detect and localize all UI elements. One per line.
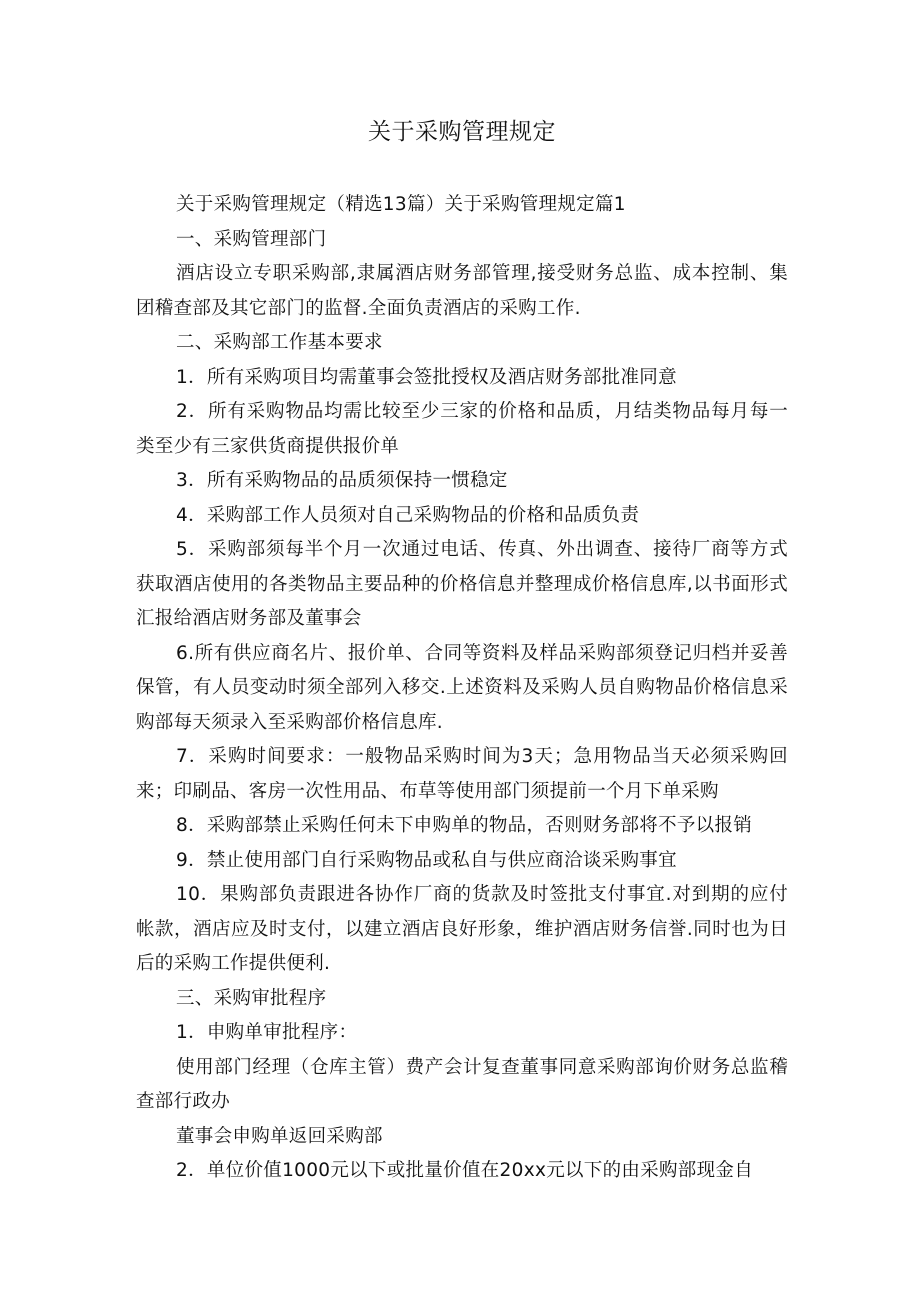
section-heading-1: 一、采购管理部门 (176, 228, 327, 250)
list-item-1: 1．所有采购项目均需董事会签批授权及酒店财务部批准同意 (176, 366, 677, 388)
list-item-5: 5．采购部须每半个月一次通过电话、传真、外出调查、接待厂商等方式获取酒店使用的各类物品主要品种的价格信息并整理成价格信息库,以书面形式汇报给酒店财务部及董事会 (136, 539, 788, 629)
list-item-2: 2．所有采购物品均需比较至少三家的价格和品质，月结类物品每月每一类至少有三家供货商提供报价单 (136, 401, 788, 457)
list-item-10: 10．果购部负责跟进各协作厂商的货款及时签批支付事宜.对到期的应付帐款，酒店应及时支付，以建立酒店良好形象，维护酒店财务信誉.同时也为日后的采购工作提供便利. (136, 884, 788, 974)
document-body (136, 188, 788, 1189)
approval-return-text: 董事会申购单返回采购部 (176, 1125, 383, 1147)
list-item-9: 9．禁止使用部门自行采购物品或私自与供应商洽谈采购事宜 (176, 849, 677, 871)
section-heading-2: 二、采购部工作基本要求 (176, 332, 383, 353)
section-heading-3: 三、采购审批程序 (176, 987, 327, 1009)
list-item-4: 4．采购部工作人员须对自己采购物品的价格和品质负责 (176, 504, 640, 526)
list-item-3: 3．所有采购物品的品质须保持一惯稳定 (176, 470, 508, 491)
approval-item-2: 2．单位价值1000元以下或批量价值在20xx元以下的由采购部现金自 (176, 1160, 753, 1181)
paragraph-department: 酒店设立专职采购部,隶属酒店财务部管理,接受财务总监、成本控制、集团稽查部及其它部门的监督.全面负责酒店的采购工作. (136, 263, 788, 319)
approval-item-1: 1．申购单审批程序： (176, 1022, 358, 1043)
paragraph-intro: 关于采购管理规定（精选13篇）关于采购管理规定篇1 (176, 194, 626, 215)
list-item-8: 8．采购部禁止采购任何未下申购单的物品，否则财务部将不予以报销 (176, 815, 753, 836)
list-item-6: 6.所有供应商名片、报价单、合同等资料及样品采购部须登记归档并妥善保管，有人员变动时须全部列入移交.上述资料及采购人员自购物品价格信息采购部每天须录入至采购部价格信息库. (136, 642, 788, 733)
approval-flow-text: 使用部门经理（仓库主管）费产会计复查董事同意采购部询价财务总监稽查部行政办 (136, 1056, 788, 1112)
document-title: 关于采购管理规定 (368, 119, 556, 145)
list-item-7: 7．采购时间要求：一般物品采购时间为3天；急用物品当天必须采购回来；印刷品、客房一次性用品、布草等使用部门须提前一个月下单采购 (136, 746, 788, 802)
